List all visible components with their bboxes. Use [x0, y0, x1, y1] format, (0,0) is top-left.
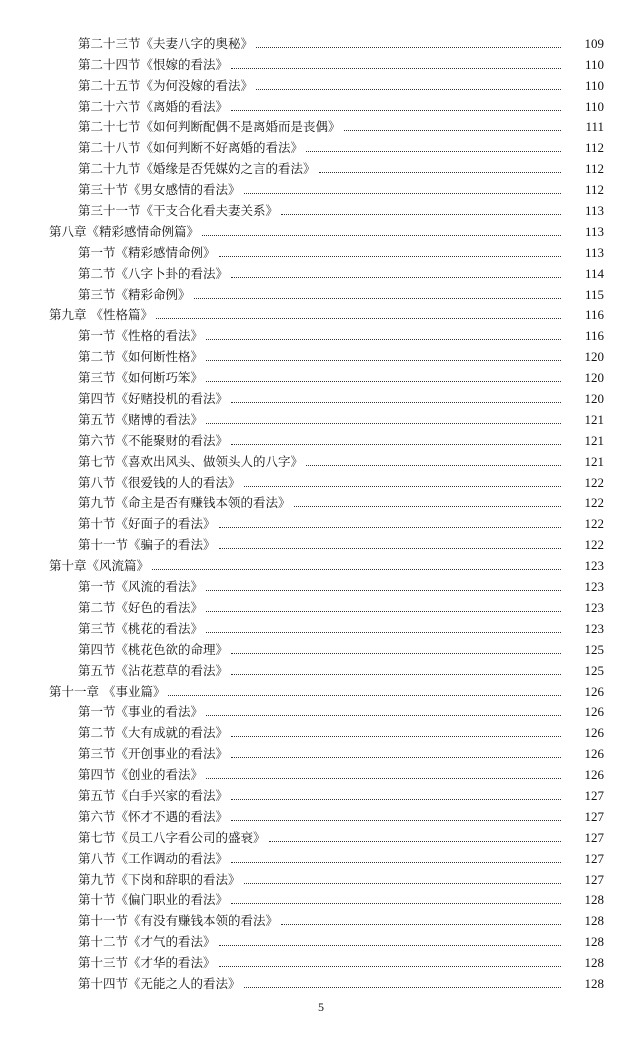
- toc-entry-title: 第十一节《有没有赚钱本领的看法》: [78, 913, 279, 929]
- toc-entry-page: 113: [584, 203, 604, 219]
- dot-leader: [231, 799, 561, 800]
- toc-section-entry: [0, 699, 642, 720]
- dot-leader: [231, 653, 561, 654]
- toc-entry-page: 120: [584, 391, 604, 407]
- dot-leader: [219, 256, 561, 257]
- toc-entry-page: 113: [584, 244, 604, 260]
- toc-entry-page: 113: [584, 223, 604, 239]
- toc-entry-title: 第二十八节《如何判断不好离婚的看法》: [78, 140, 304, 156]
- toc-entry-title: 第八章《精彩感情命例篇》: [49, 223, 200, 239]
- toc-entry-page: 122: [584, 474, 604, 490]
- toc-entry-page: 110: [584, 98, 604, 114]
- dot-leader: [231, 110, 561, 111]
- toc-chapter-entry: [0, 302, 642, 323]
- toc-entry-page: 110: [584, 56, 604, 72]
- dot-leader: [202, 235, 561, 236]
- toc-section-entry: [0, 615, 642, 636]
- toc-entry-title: 第九节《下岗和辞职的看法》: [78, 871, 241, 887]
- toc-section-entry: [0, 322, 642, 343]
- toc-section-entry: [0, 490, 642, 511]
- toc-entry-title: 第四节《创业的看法》: [78, 767, 204, 783]
- dot-leader: [306, 465, 561, 466]
- toc-entry-title: 第二节《好色的看法》: [78, 599, 204, 615]
- dot-leader: [344, 130, 561, 131]
- dot-leader: [168, 695, 561, 696]
- toc-section-entry: [0, 531, 642, 552]
- toc-entry-page: 127: [584, 871, 604, 887]
- toc-section-entry: [0, 93, 642, 114]
- dot-leader: [194, 298, 561, 299]
- toc-section-entry: [0, 448, 642, 469]
- toc-chapter-entry: [0, 678, 642, 699]
- dot-leader: [231, 68, 561, 69]
- dot-leader: [231, 862, 561, 863]
- toc-entry-title: 第六节《怀才不遇的看法》: [78, 808, 229, 824]
- toc-entry-title: 第一节《事业的看法》: [78, 704, 204, 720]
- toc-entry-page: 112: [584, 140, 604, 156]
- toc-section-entry: [0, 803, 642, 824]
- dot-leader: [206, 381, 561, 382]
- toc-entry-page: 128: [584, 892, 604, 908]
- dot-leader: [206, 632, 561, 633]
- toc-section-entry: [0, 134, 642, 155]
- toc-entry-title: 第三节《如何断巧笨》: [78, 370, 204, 386]
- toc-section-entry: [0, 30, 642, 51]
- toc-section-entry: [0, 197, 642, 218]
- toc-entry-page: 127: [584, 850, 604, 866]
- toc-section-entry: [0, 866, 642, 887]
- toc-entry-title: 第十一章 《事业篇》: [49, 683, 166, 699]
- toc-entry-title: 第二节《如何断性格》: [78, 349, 204, 365]
- toc-entry-title: 第十一节《骗子的看法》: [78, 537, 216, 553]
- dot-leader: [281, 924, 561, 925]
- toc-entry-title: 第三节《精彩命例》: [78, 286, 191, 302]
- toc-section-entry: [0, 281, 642, 302]
- dot-leader: [294, 506, 561, 507]
- dot-leader: [306, 151, 561, 152]
- dot-leader: [244, 193, 561, 194]
- dot-leader: [206, 590, 561, 591]
- toc-section-entry: [0, 51, 642, 72]
- toc-chapter-entry: [0, 552, 642, 573]
- toc-entry-page: 127: [584, 829, 604, 845]
- toc-entry-page: 128: [584, 955, 604, 971]
- toc-section-entry: [0, 364, 642, 385]
- dot-leader: [219, 945, 561, 946]
- dot-leader: [244, 883, 561, 884]
- dot-leader: [152, 569, 561, 570]
- toc-entry-page: 115: [584, 286, 604, 302]
- toc-entry-page: 126: [584, 725, 604, 741]
- toc-entry-title: 第五节《白手兴家的看法》: [78, 787, 229, 803]
- toc-entry-title: 第二十七节《如何判断配偶不是离婚而是丧偶》: [78, 119, 341, 135]
- toc-section-entry: [0, 573, 642, 594]
- toc-section-entry: [0, 260, 642, 281]
- toc-entry-page: 126: [584, 746, 604, 762]
- toc-entry-page: 110: [584, 77, 604, 93]
- toc-entry-title: 第八节《很爱钱的人的看法》: [78, 474, 241, 490]
- toc-entry-page: 112: [584, 161, 604, 177]
- toc-entry-title: 第五节《赌博的看法》: [78, 411, 204, 427]
- toc-entry-title: 第二十九节《婚缘是否凭媒妁之言的看法》: [78, 161, 316, 177]
- toc-entry-page: 122: [584, 537, 604, 553]
- toc-entry-title: 第三十一节《干支合化看夫妻关系》: [78, 203, 279, 219]
- toc-section-entry: [0, 343, 642, 364]
- toc-section-entry: [0, 469, 642, 490]
- toc-entry-page: 126: [584, 767, 604, 783]
- table-of-contents: [0, 30, 642, 991]
- toc-entry-title: 第二十三节《夫妻八字的奥秘》: [78, 35, 254, 51]
- toc-section-entry: [0, 845, 642, 866]
- toc-entry-page: 116: [584, 328, 604, 344]
- toc-section-entry: [0, 907, 642, 928]
- toc-section-entry: [0, 176, 642, 197]
- dot-leader: [231, 674, 561, 675]
- toc-entry-page: 122: [584, 516, 604, 532]
- dot-leader: [231, 757, 561, 758]
- toc-entry-page: 109: [584, 35, 604, 51]
- dot-leader: [244, 987, 561, 988]
- toc-entry-title: 第十节《好面子的看法》: [78, 516, 216, 532]
- dot-leader: [231, 444, 561, 445]
- toc-entry-title: 第二节《八字卜卦的看法》: [78, 265, 229, 281]
- toc-section-entry: [0, 636, 642, 657]
- toc-entry-page: 127: [584, 787, 604, 803]
- toc-entry-page: 128: [584, 975, 604, 991]
- dot-leader: [269, 841, 561, 842]
- toc-entry-title: 第一节《精彩感情命例》: [78, 244, 216, 260]
- dot-leader: [256, 89, 561, 90]
- dot-leader: [256, 47, 561, 48]
- toc-entry-page: 128: [584, 913, 604, 929]
- toc-section-entry: [0, 824, 642, 845]
- toc-entry-title: 第七节《喜欢出风头、做领头人的八字》: [78, 453, 304, 469]
- dot-leader: [219, 966, 561, 967]
- dot-leader: [206, 778, 561, 779]
- toc-entry-title: 第九节《命主是否有赚钱本领的看法》: [78, 495, 291, 511]
- toc-entry-page: 120: [584, 370, 604, 386]
- toc-entry-page: 123: [584, 599, 604, 615]
- dot-leader: [206, 611, 561, 612]
- toc-entry-page: 121: [584, 432, 604, 448]
- toc-section-entry: [0, 594, 642, 615]
- toc-section-entry: [0, 887, 642, 908]
- toc-entry-page: 120: [584, 349, 604, 365]
- dot-leader: [219, 527, 561, 528]
- toc-entry-title: 第二十六节《离婚的看法》: [78, 98, 229, 114]
- toc-entry-title: 第四节《好赌投机的看法》: [78, 391, 229, 407]
- toc-entry-title: 第七节《员工八字看公司的盛衰》: [78, 829, 266, 845]
- dot-leader: [231, 820, 561, 821]
- toc-entry-title: 第九章 《性格篇》: [49, 307, 153, 323]
- toc-entry-page: 123: [584, 558, 604, 574]
- dot-leader: [206, 360, 561, 361]
- toc-entry-page: 114: [584, 265, 604, 281]
- toc-section-entry: [0, 782, 642, 803]
- toc-entry-page: 127: [584, 808, 604, 824]
- toc-section-entry: [0, 427, 642, 448]
- toc-entry-title: 第十节《偏门职业的看法》: [78, 892, 229, 908]
- toc-entry-page: 116: [584, 307, 604, 323]
- dot-leader: [206, 423, 561, 424]
- toc-section-entry: [0, 72, 642, 93]
- toc-entry-title: 第八节《工作调动的看法》: [78, 850, 229, 866]
- toc-entry-page: 123: [584, 620, 604, 636]
- dot-leader: [231, 736, 561, 737]
- toc-entry-title: 第一节《风流的看法》: [78, 579, 204, 595]
- toc-entry-page: 126: [584, 683, 604, 699]
- toc-entry-title: 第一节《性格的看法》: [78, 328, 204, 344]
- toc-entry-title: 第二节《大有成就的看法》: [78, 725, 229, 741]
- dot-leader: [231, 903, 561, 904]
- toc-entry-title: 第五节《沾花惹草的看法》: [78, 662, 229, 678]
- toc-entry-page: 126: [584, 704, 604, 720]
- dot-leader: [231, 402, 561, 403]
- toc-section-entry: [0, 510, 642, 531]
- dot-leader: [156, 318, 561, 319]
- toc-entry-page: 121: [584, 453, 604, 469]
- toc-entry-page: 112: [584, 182, 604, 198]
- toc-section-entry: [0, 406, 642, 427]
- dot-leader: [319, 172, 561, 173]
- dot-leader: [231, 277, 561, 278]
- toc-entry-page: 128: [584, 934, 604, 950]
- toc-entry-page: 125: [584, 641, 604, 657]
- dot-leader: [206, 339, 561, 340]
- toc-entry-title: 第二十五节《为何没嫁的看法》: [78, 77, 254, 93]
- toc-entry-title: 第十章《风流篇》: [49, 558, 150, 574]
- dot-leader: [206, 715, 561, 716]
- toc-entry-title: 第三节《桃花的看法》: [78, 620, 204, 636]
- toc-entry-title: 第二十四节《恨嫁的看法》: [78, 56, 229, 72]
- dot-leader: [244, 486, 561, 487]
- toc-entry-page: 122: [584, 495, 604, 511]
- toc-entry-title: 第三十节《男女感情的看法》: [78, 182, 241, 198]
- toc-section-entry: [0, 761, 642, 782]
- toc-entry-title: 第十二节《才气的看法》: [78, 934, 216, 950]
- toc-entry-page: 111: [585, 119, 604, 135]
- toc-section-entry: [0, 114, 642, 135]
- toc-entry-title: 第三节《开创事业的看法》: [78, 746, 229, 762]
- toc-entry-title: 第四节《桃花色欲的命理》: [78, 641, 229, 657]
- toc-section-entry: [0, 155, 642, 176]
- toc-section-entry: [0, 928, 642, 949]
- dot-leader: [219, 548, 561, 549]
- toc-entry-page: 121: [584, 411, 604, 427]
- toc-section-entry: [0, 970, 642, 991]
- toc-section-entry: [0, 239, 642, 260]
- toc-entry-page: 125: [584, 662, 604, 678]
- toc-chapter-entry: [0, 218, 642, 239]
- toc-entry-title: 第十三节《才华的看法》: [78, 955, 216, 971]
- toc-entry-title: 第十四节《无能之人的看法》: [78, 975, 241, 991]
- toc-section-entry: [0, 657, 642, 678]
- page-number: 5: [318, 1000, 324, 1014]
- toc-section-entry: [0, 719, 642, 740]
- toc-section-entry: [0, 740, 642, 761]
- toc-entry-page: 123: [584, 579, 604, 595]
- toc-section-entry: [0, 385, 642, 406]
- toc-entry-title: 第六节《不能聚财的看法》: [78, 432, 229, 448]
- toc-section-entry: [0, 949, 642, 970]
- dot-leader: [281, 214, 561, 215]
